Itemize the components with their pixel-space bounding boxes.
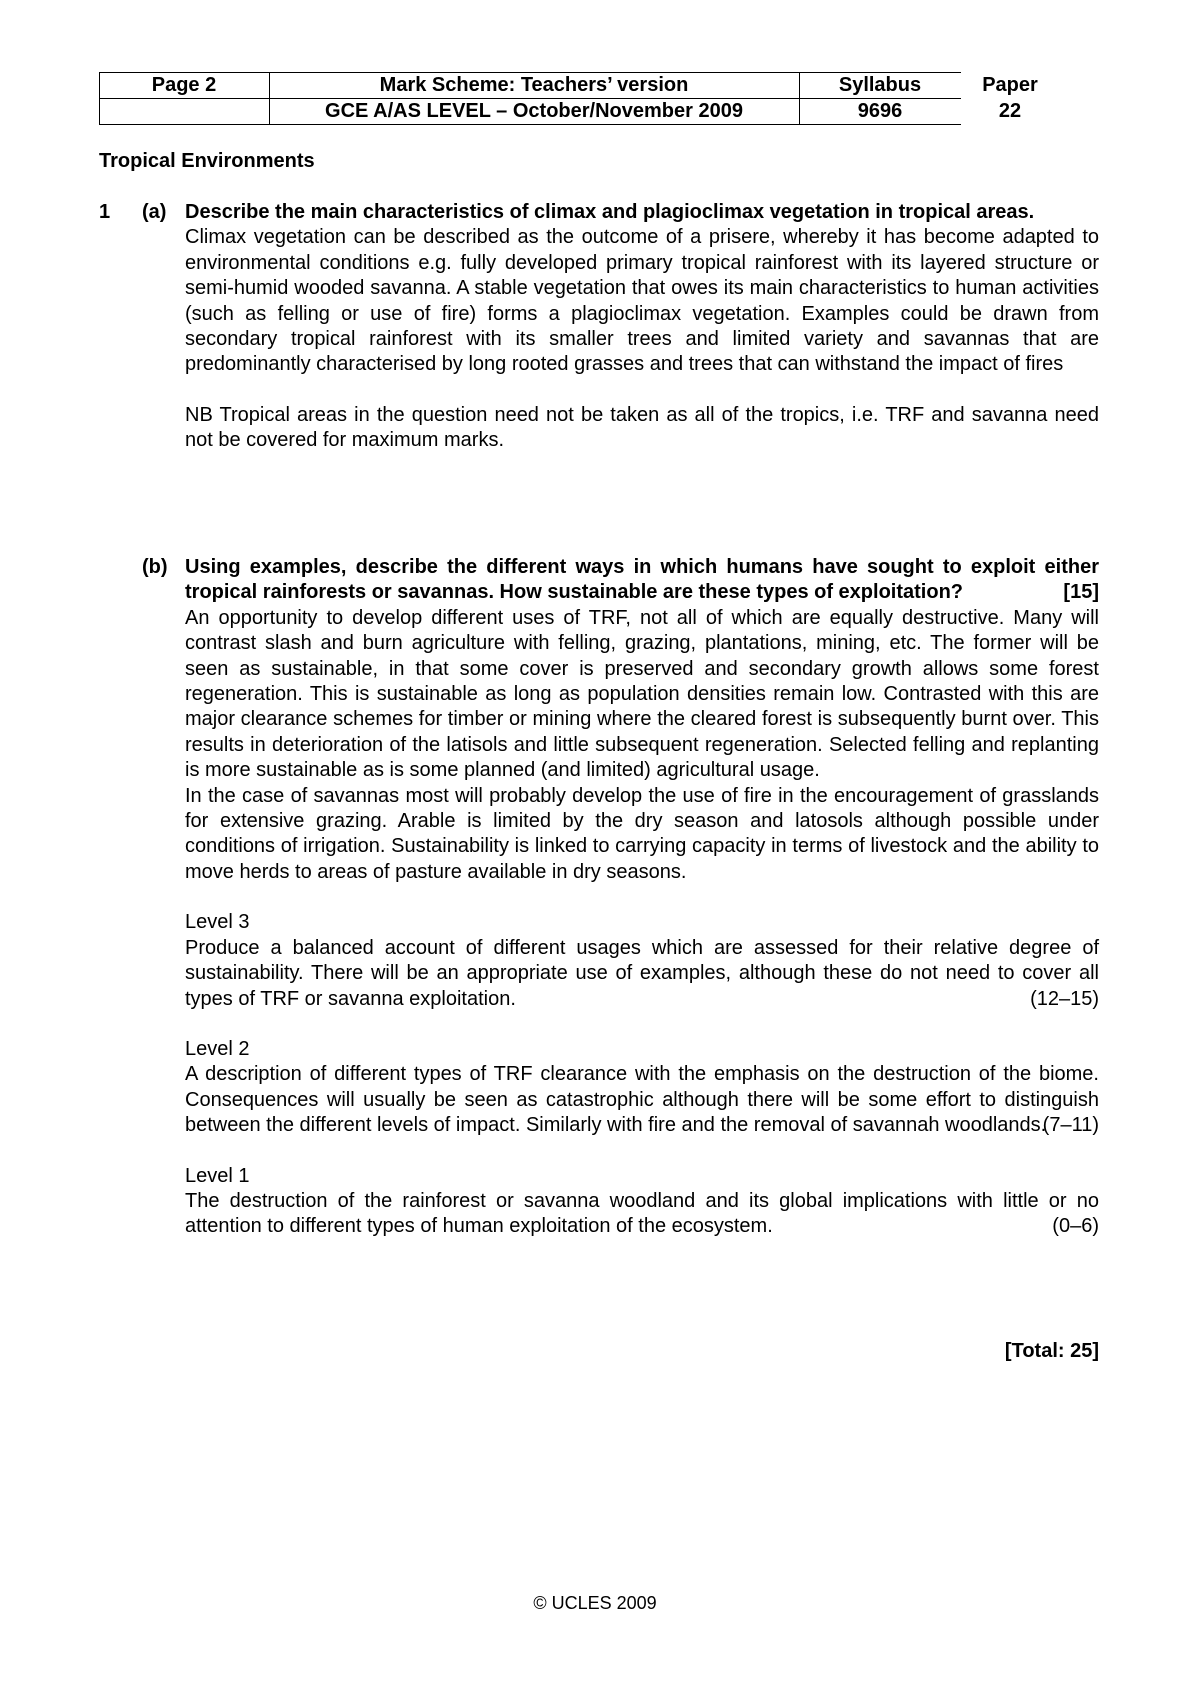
level-2-title: Level 2	[185, 1037, 250, 1060]
total-marks: [Total: 25]	[1004, 1340, 1099, 1362]
level-2-range: (7–11)	[1042, 1114, 1099, 1137]
header-syllabus-label: Syllabus	[838, 74, 922, 96]
level-3-text: Produce a balanced account of different usages which are assessed for their relative degree of sustainability. There will be an appropriate use of examples, although these do not need to cover all types of TRF or savanna exploitation.	[185, 936, 1099, 1010]
question-number: 1	[99, 201, 111, 223]
level-3-range: (12–15)	[1030, 987, 1099, 1010]
part-b-prompt: Using examples, describe the different ways in which humans have sought to exploit either tropical rainforests or savannas. How sustainable are these types of exploitation?	[185, 556, 1099, 604]
part-a-label: (a)	[142, 201, 167, 223]
header-mark-scheme: Mark Scheme: Teachers’ version	[379, 74, 689, 96]
level-1-text: The destruction of the rainforest or savanna woodland and its global implications with little or no attention to different types of human exploitation of the ecosystem.	[185, 1189, 1099, 1238]
part-a-note: NB Tropical areas in the question need not be taken as all of the tropics, i.e. TRF and savanna need not be covered for maximum marks.	[185, 403, 1099, 452]
part-b	[185, 555, 1099, 1240]
level-3-title: Level 3	[185, 911, 250, 934]
level-1-range: (0–6)	[1052, 1215, 1099, 1238]
part-b-label: (b)	[142, 556, 168, 578]
header-syllabus-code: 9696	[857, 100, 903, 122]
part-a	[185, 200, 1099, 454]
header-table	[99, 72, 1059, 125]
part-b-marks: [15]	[1063, 581, 1099, 604]
header-paper-label: Paper	[982, 74, 1038, 96]
part-b-answer-2: In the case of savannas most will probably develop the use of fire in the encouragement of grasslands for extensive grazing. Arable is limited by the dry season and latosols although possible under conditions of irrigation. Sustainability is linked to carrying capacity in terms of livestock and the ability to move herds to areas of pasture available in dry seasons.	[185, 784, 1099, 883]
section-title: Tropical Environments	[99, 150, 315, 172]
header-page: Page 2	[151, 74, 217, 96]
part-a-prompt: Describe the main characteristics of climax and plagioclimax vegetation in tropical areas.	[185, 201, 1035, 223]
header-exam: GCE A/AS LEVEL – October/November 2009	[325, 100, 743, 122]
level-1-title: Level 1	[185, 1164, 250, 1187]
header-paper-number: 22	[998, 100, 1022, 122]
level-2-text: A description of different types of TRF clearance with the emphasis on the destruction of the biome. Consequences will usually be seen as catastrophic although there will be some effort to distinguish between the different levels of impact. Similarly with fire and the removal of savannah woodlands.	[185, 1063, 1099, 1137]
part-b-answer-1: An opportunity to develop different uses of TRF, not all of which are equally destructive. Many will contrast slash and burn agriculture with felling, grazing, plantations, mining, etc. The former will be seen as sustainable, in that some cover is preserved and secondary growth allows some forest regeneration. This is sustainable as long as population densities remain low. Contrasted with this are major clearance schemes for timber or mining where the cleared forest is subsequently burnt over. This results in deterioration of the latisols and little subsequent regeneration. Selected felling and replanting is more sustainable as is some planned (and limited) agricultural usage.	[185, 606, 1099, 782]
footer-copyright: © UCLES 2009	[533, 1593, 657, 1613]
part-b-prompt-row	[185, 555, 1099, 606]
part-a-answer: Climax vegetation can be described as the outcome of a prisere, whereby it has become adapted to environmental conditions e.g. fully developed primary tropical rainforest with its layered structure or semi-humid wooded savanna. A stable vegetation that owes its main characteristics to human activities (such as felling or use of fire) forms a plagioclimax vegetation. Examples could be drawn from secondary tropical rainforest with its smaller trees and limited variety and savannas that are predominantly characterised by long rooted grasses and trees that can withstand the impact of fires	[185, 226, 1099, 376]
